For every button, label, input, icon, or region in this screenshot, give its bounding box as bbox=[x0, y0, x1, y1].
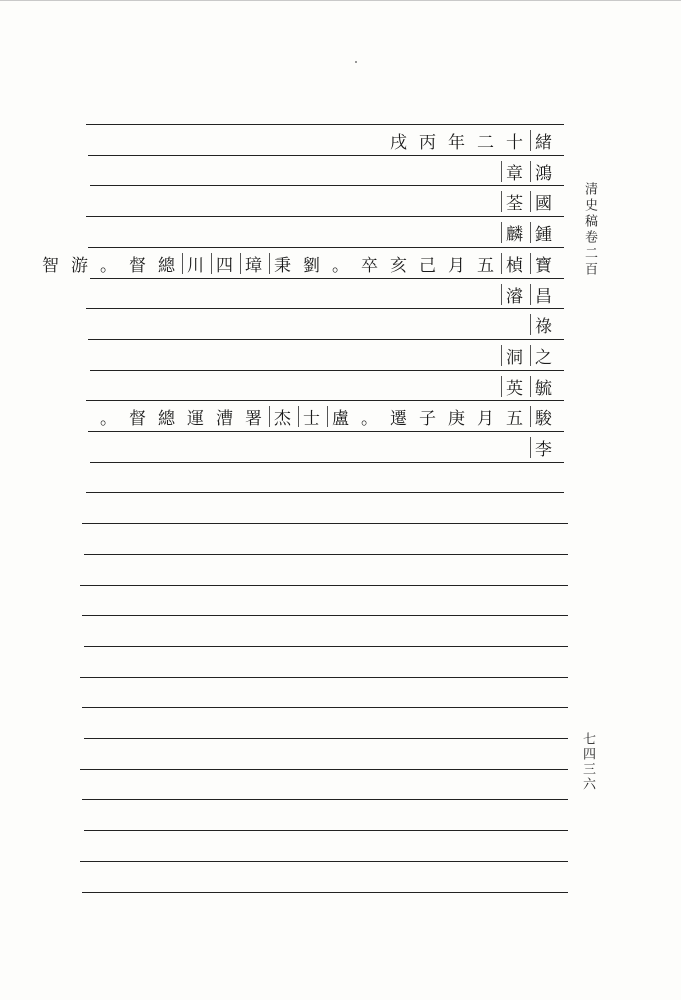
speck bbox=[355, 61, 357, 63]
table-cell-char: 運 bbox=[187, 408, 204, 429]
table-cell-char: 五 bbox=[477, 255, 494, 276]
table-row bbox=[36, 248, 558, 278]
table-cell-char: 戌 bbox=[390, 132, 407, 153]
table-cell-char: 月 bbox=[477, 408, 494, 429]
table-rule bbox=[82, 799, 568, 800]
table-rule bbox=[90, 185, 564, 186]
table-rule bbox=[80, 861, 568, 862]
table-cell-char: 督 bbox=[129, 255, 146, 276]
table-cell-char: 五 bbox=[506, 408, 523, 429]
table-cell-char: 杰 bbox=[268, 404, 297, 429]
table-rule bbox=[86, 216, 564, 217]
table-cell-char: 總 bbox=[158, 255, 175, 276]
table-cell-char: 毓 bbox=[529, 374, 558, 399]
table-row bbox=[529, 432, 558, 462]
table-cell-char: 署 bbox=[245, 408, 262, 429]
table-cell-char: 鴻 bbox=[529, 159, 558, 184]
table-rule bbox=[80, 677, 568, 678]
table-cell-char: 緒 bbox=[529, 128, 558, 153]
table-row bbox=[384, 125, 558, 155]
table-rule bbox=[80, 585, 568, 586]
table-cell-char: 士 bbox=[297, 404, 326, 429]
table-cell-char: 子 bbox=[419, 408, 436, 429]
table-row bbox=[500, 371, 558, 401]
table-cell-char: 游 bbox=[71, 255, 88, 276]
table-rule bbox=[90, 462, 564, 463]
table-cell-char: 漕 bbox=[216, 408, 233, 429]
table-rule bbox=[88, 155, 564, 156]
margin-title: 清史稿卷二百 bbox=[582, 182, 597, 278]
table-cell-char: 國 bbox=[529, 189, 558, 214]
table-cell-char: 之 bbox=[529, 343, 558, 368]
table-cell-char: 濬 bbox=[500, 282, 529, 307]
table-row bbox=[500, 217, 558, 247]
table-cell-char: 寶 bbox=[529, 251, 558, 276]
table-cell-char: 洞 bbox=[500, 343, 529, 368]
table-row bbox=[94, 401, 558, 431]
table-rule bbox=[84, 830, 568, 831]
table-cell-char: 昌 bbox=[529, 282, 558, 307]
table-cell-char: 月 bbox=[448, 255, 465, 276]
table-cell-char: 荃 bbox=[500, 189, 529, 214]
table-row bbox=[529, 309, 558, 339]
table-cell-char: 督 bbox=[129, 408, 146, 429]
table-cell-char: 駿 bbox=[529, 404, 558, 429]
table-cell-char: 四 bbox=[210, 251, 239, 276]
table-cell-char: 總 bbox=[158, 408, 175, 429]
table-row bbox=[500, 279, 558, 309]
table-row bbox=[500, 186, 558, 216]
table-rule bbox=[84, 738, 568, 739]
table-rule bbox=[90, 370, 564, 371]
table-cell-char: 川 bbox=[181, 251, 210, 276]
table-rule bbox=[86, 308, 564, 309]
table-cell-char: 十 bbox=[506, 132, 523, 153]
table-cell-char: 二 bbox=[477, 132, 494, 153]
table-cell-char: 秉 bbox=[268, 251, 297, 276]
chronology-table bbox=[42, 110, 568, 910]
table-cell-char: 璋 bbox=[239, 251, 268, 276]
table-cell-char: 。 bbox=[100, 255, 117, 276]
table-cell-char: 庚 bbox=[448, 408, 465, 429]
table-cell-char: 遷 bbox=[390, 408, 407, 429]
table-rule bbox=[84, 646, 568, 647]
table-rule bbox=[86, 492, 564, 493]
table-rule bbox=[82, 892, 568, 893]
table-cell-char: 智 bbox=[42, 255, 59, 276]
table-rule bbox=[84, 554, 568, 555]
table-cell-char: 己 bbox=[419, 255, 436, 276]
table-rule bbox=[82, 615, 568, 616]
table-cell-char: 英 bbox=[500, 374, 529, 399]
table-cell-char: 年 bbox=[448, 132, 465, 153]
table-cell-char: 麟 bbox=[500, 220, 529, 245]
table-cell-char: 鍾 bbox=[529, 220, 558, 245]
page-number: 七四三六 bbox=[580, 732, 595, 792]
table-cell-char: 李 bbox=[529, 435, 558, 460]
table-cell-char: 章 bbox=[500, 159, 529, 184]
table-cell-char: 盧 bbox=[326, 404, 355, 429]
top-edge-rule bbox=[0, 0, 681, 1]
table-rule bbox=[80, 769, 568, 770]
table-cell-char: 。 bbox=[361, 408, 378, 429]
table-cell-char: 楨 bbox=[500, 251, 529, 276]
table-row bbox=[500, 156, 558, 186]
table-rule bbox=[82, 523, 568, 524]
table-cell-char: 丙 bbox=[419, 132, 436, 153]
table-cell-char: 卒 bbox=[361, 255, 378, 276]
table-cell-char: 。 bbox=[332, 255, 349, 276]
table-row bbox=[500, 340, 558, 370]
table-rule bbox=[90, 278, 564, 279]
table-rule bbox=[88, 339, 564, 340]
table-rule bbox=[88, 431, 564, 432]
table-cell-char: 祿 bbox=[529, 312, 558, 337]
table-cell-char: 劉 bbox=[303, 255, 320, 276]
table-rule bbox=[82, 707, 568, 708]
table-cell-char: 亥 bbox=[390, 255, 407, 276]
table-cell-char: 。 bbox=[100, 408, 117, 429]
